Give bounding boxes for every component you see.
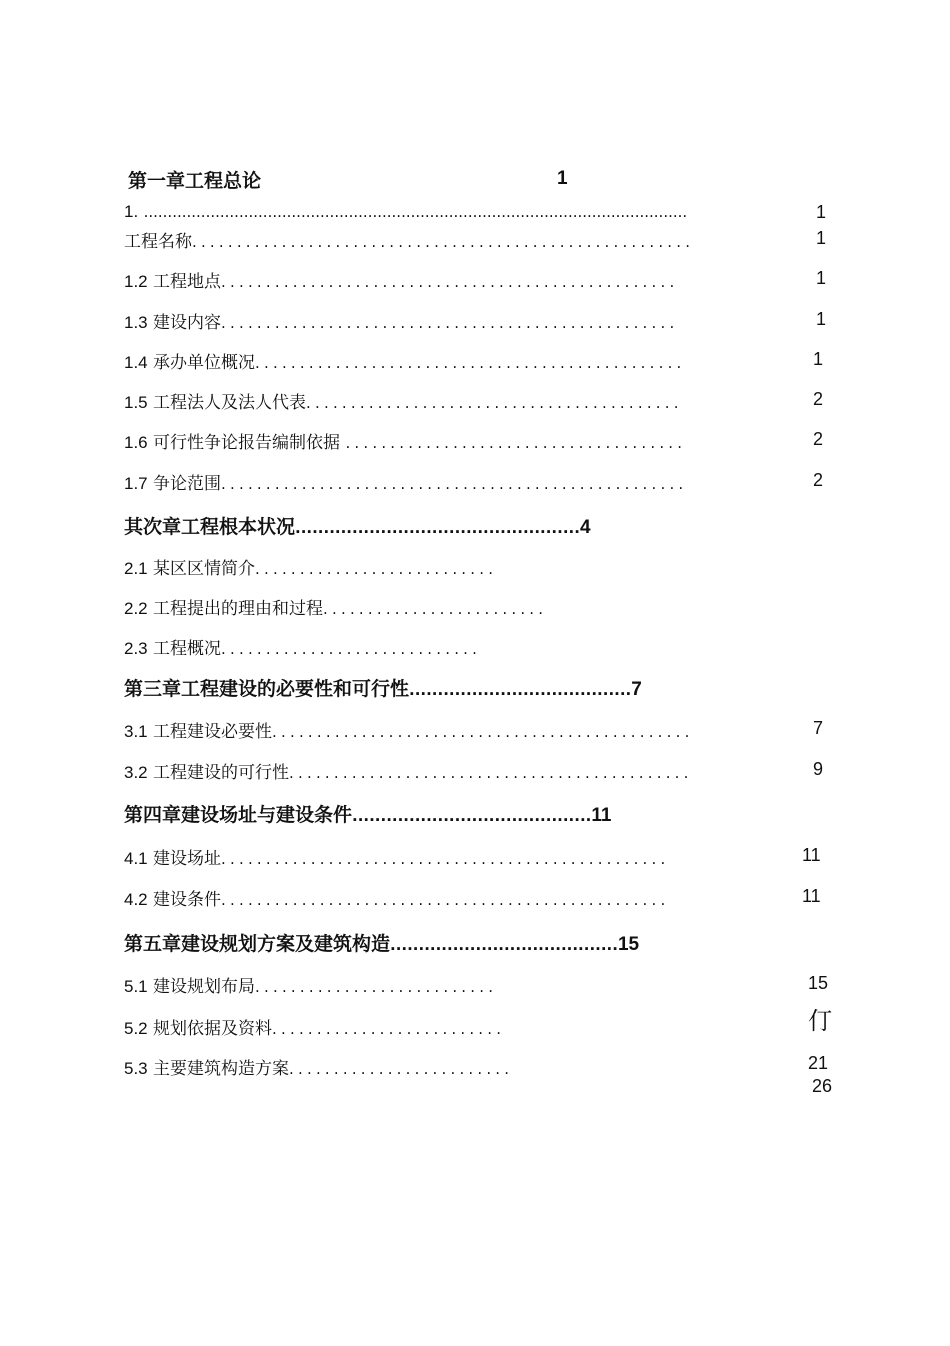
- toc-row-1-2[interactable]: [124, 267, 678, 292]
- toc-row-1-1[interactable]: [124, 227, 694, 252]
- toc-row-4-2[interactable]: [124, 885, 669, 910]
- toc-row-number: 1.5: [124, 393, 148, 412]
- toc-row-label: 建设条件: [153, 890, 222, 910]
- toc-row-1-2-page: 1: [816, 268, 827, 288]
- toc-row-label: 工程名称: [124, 232, 192, 252]
- toc-row-label: 争论范围: [153, 474, 222, 494]
- toc-leader-dots: ....................................................: [221, 475, 688, 493]
- toc-row-1-3[interactable]: [124, 308, 678, 333]
- toc-leader-dots: ..........................................: [352, 807, 592, 825]
- toc-row-3-2[interactable]: [124, 758, 693, 783]
- toc-leader-dots: ...............................................: [272, 723, 694, 741]
- toc-leader-dots: .........................: [323, 600, 548, 618]
- toc-row-1-6[interactable]: [124, 428, 686, 453]
- toc-row-label: 承办单位概况: [153, 353, 256, 373]
- chapter-4-page: 11: [591, 805, 612, 826]
- toc-row-1[interactable]: [124, 202, 687, 222]
- chapter-5-title-row[interactable]: [124, 929, 639, 956]
- toc-leader-dots: ................................................: [255, 354, 686, 372]
- chapter-3-title-row[interactable]: [124, 674, 642, 701]
- toc-row-label: 工程地点: [153, 272, 222, 292]
- toc-row-1-5-page: 2: [813, 389, 824, 409]
- toc-row-number: 1.: [124, 202, 139, 221]
- toc-row-3-1-page: 7: [813, 718, 824, 738]
- chapter-1-page: 1: [557, 168, 568, 189]
- chapter-4-title-row[interactable]: [124, 800, 611, 827]
- toc-leader-dots: ..................................................: [295, 519, 580, 537]
- toc-row-5-1-page: 15: [808, 973, 829, 993]
- toc-row-1-page: 1: [816, 202, 827, 222]
- toc-leader-dots: .......................................: [409, 681, 632, 699]
- chapter-2-title-row[interactable]: [124, 512, 591, 539]
- chapter-5-page: 15: [617, 934, 640, 955]
- toc-row-number: 5.3: [124, 1059, 148, 1078]
- toc-row-number: 1.7: [124, 474, 148, 493]
- toc-row-number: 5.1: [124, 977, 148, 996]
- toc-row-label: 可行性争论报告编制依据: [153, 433, 341, 453]
- toc-row-label: 主要建筑构造方案: [153, 1059, 290, 1079]
- toc-leader-dots: ..................................................: [221, 891, 670, 909]
- toc-row-label: 工程法人及法人代表: [153, 393, 307, 413]
- toc-row-4-1-page: 11: [802, 845, 821, 865]
- toc-row-4-2-page: 11: [802, 886, 821, 906]
- toc-row-label: 建设场址: [153, 849, 222, 869]
- toc-leader-dots: ...................................................: [221, 273, 679, 291]
- toc-row-number: 4.2: [124, 890, 148, 909]
- toc-row-number: 1.6: [124, 433, 148, 452]
- chapter-3-page: 7: [631, 679, 642, 700]
- toc-row-2-2[interactable]: [124, 594, 547, 619]
- toc-row-5-1[interactable]: [124, 972, 497, 997]
- toc-row-number: 2.3: [124, 639, 148, 658]
- toc-row-label: 某区区情简介: [153, 559, 256, 579]
- toc-row-number: 1.2: [124, 272, 148, 291]
- toc-row-label: 工程概况: [153, 639, 222, 659]
- toc-row-2-3[interactable]: [124, 634, 481, 659]
- toc-row-1-3-page: 1: [816, 309, 827, 329]
- toc-row-4-1[interactable]: [124, 844, 669, 869]
- toc-row-1-7[interactable]: [124, 469, 687, 494]
- toc-leader-dots: ..........................................: [306, 394, 683, 412]
- toc-leader-dots: ......................................: [345, 434, 687, 452]
- toc-leader-dots: ...........................: [255, 560, 498, 578]
- toc-row-number: 3.1: [124, 722, 148, 741]
- chapter-1-title: 第一章工程总论: [128, 170, 262, 192]
- toc-row-2-1[interactable]: [124, 554, 497, 579]
- toc-row-label: 工程提出的理由和过程: [153, 599, 324, 619]
- toc-row-3-2-page: 9: [813, 759, 824, 779]
- toc-leader-dots: ........................................................: [192, 233, 695, 251]
- toc-row-number: 1.3: [124, 313, 148, 332]
- toc-row-1-4[interactable]: [124, 348, 686, 373]
- chapter-2-page: 4: [579, 517, 591, 538]
- toc-row-5-2[interactable]: [124, 1014, 505, 1039]
- toc-row-label: 建设规划布局: [153, 977, 256, 997]
- toc-row-5-3-page: 21: [808, 1053, 829, 1073]
- toc-row-label: 建设内容: [153, 313, 222, 333]
- toc-leader-dots: ........................................: [390, 936, 618, 954]
- toc-leader-dots: .............................................: [289, 764, 693, 782]
- toc-row-number: 2.1: [124, 559, 148, 578]
- toc-row-5-3[interactable]: [124, 1054, 513, 1079]
- toc-leader-dots: ..........................: [272, 1020, 506, 1038]
- toc-extra-page-number: 26: [812, 1076, 833, 1096]
- toc-row-1-6-page: 2: [813, 429, 824, 449]
- toc-row-1-4-page: 1: [813, 349, 824, 369]
- chapter-5-title: 第五章建设规划方案及建筑构造: [124, 933, 391, 955]
- toc-leader-dots: ...................................................: [221, 314, 679, 332]
- toc-row-number: 5.2: [124, 1019, 148, 1038]
- toc-row-label: 规划依据及资料: [153, 1019, 273, 1039]
- toc-row-3-1[interactable]: [124, 717, 694, 742]
- toc-row-1-7-page: 2: [813, 470, 824, 490]
- chapter-4-title: 第四章建设场址与建设条件: [124, 804, 353, 826]
- chapter-3-title: 第三章工程建设的必要性和可行性: [124, 678, 410, 700]
- toc-row-number: 4.1: [124, 849, 148, 868]
- toc-row-label: 工程建设必要性: [153, 722, 273, 742]
- toc-row-number: 2.2: [124, 599, 148, 618]
- toc-row-1-5[interactable]: [124, 388, 683, 413]
- chapter-2-title: 其次章工程根本状况: [124, 516, 296, 538]
- toc-leader-dots: ...........................: [255, 978, 498, 996]
- toc-row-number: 1.4: [124, 353, 148, 372]
- toc-row-label: 工程建设的可行性: [153, 763, 290, 783]
- toc-row-number: 3.2: [124, 763, 148, 782]
- toc-leader-dots: ..................................................................................................................: [143, 203, 688, 221]
- toc-row-1-1-page: 1: [816, 228, 827, 248]
- toc-leader-dots: .........................: [289, 1060, 514, 1078]
- toc-leader-dots: .............................: [221, 640, 482, 658]
- toc-leader-dots: ..................................................: [221, 850, 670, 868]
- toc-row-5-2-page: 仃: [808, 1007, 832, 1035]
